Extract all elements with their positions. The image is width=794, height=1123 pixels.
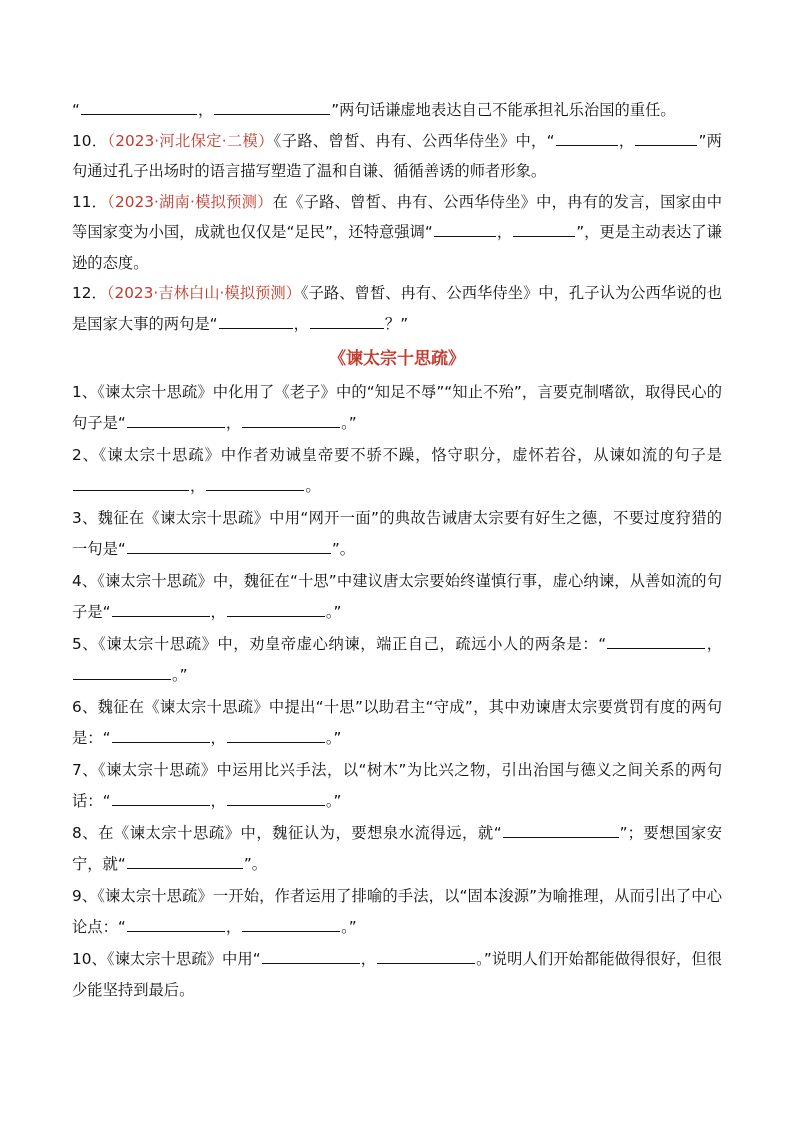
- question-text: 1、《谏太宗十思疏》中化用了《老子》中的“知足不辱”“知止不殆”，言要克制嗜欲，取得民心的句子是“: [72, 383, 722, 432]
- answer-blank[interactable]: [635, 128, 697, 146]
- question-text: 。”: [325, 602, 342, 621]
- question-text: 。: [305, 476, 321, 495]
- answer-blank[interactable]: [127, 410, 225, 428]
- question-source: （2023·湖南·模拟预测）: [107, 192, 273, 211]
- question-text: 。”: [325, 791, 342, 810]
- separator: ，: [360, 950, 377, 968]
- answer-blank[interactable]: [377, 946, 475, 964]
- separator: ，: [225, 917, 242, 936]
- question-text: 。”: [172, 665, 188, 684]
- question-9-continuation: [72, 95, 722, 126]
- answer-blank[interactable]: [73, 473, 189, 491]
- answer-blank[interactable]: [227, 725, 325, 743]
- question-text: 9、《谏太宗十思疏》一开始，作者运用了排喻的手法，以“固本浚源”为喻推理，从而引出了中心论点：“: [72, 887, 722, 936]
- answer-blank[interactable]: [503, 820, 619, 838]
- section-question-3: [72, 503, 722, 564]
- question-text: ”；要想国家安宁，就“: [72, 824, 722, 873]
- question-text: 8、在《谏太宗十思疏》中，魏征认为，要想泉水流得远，就“: [72, 824, 502, 842]
- answer-blank[interactable]: [227, 788, 325, 806]
- question-text: 7、《谏太宗十思疏》中运用比兴手法，以“树木”为比兴之物，引出治国与德义之间关系的两句话：“: [72, 761, 722, 810]
- question-text: 3、魏征在《谏太宗十思疏》中用“网开一面”的典故告诫唐太宗要有好生之德，不要过度狩猎的一句是“: [72, 509, 722, 558]
- question-source: （2023·河北保定·二模）: [107, 131, 274, 150]
- separator: ，: [190, 476, 206, 495]
- question-text: ”两句通过孔子出场时的语言描写塑造了温和自谦、循循善诱的师者形象。: [72, 131, 722, 180]
- question-12: [72, 278, 722, 339]
- question-text: ”，更是主动表达了谦逊的态度。: [72, 223, 722, 272]
- answer-blank[interactable]: [112, 599, 210, 617]
- answer-blank[interactable]: [112, 725, 210, 743]
- separator: ，: [210, 728, 226, 747]
- answer-blank[interactable]: [127, 851, 243, 869]
- section-question-5: [72, 629, 722, 690]
- question-text: 6、魏征在《谏太宗十思疏》中提出“十思”以助君主“守成”，其中劝谏唐太宗要赏罚有度的两句是：“: [72, 698, 722, 747]
- separator: ，: [496, 223, 513, 241]
- answer-blank[interactable]: [73, 662, 171, 680]
- question-text: ”。: [243, 854, 268, 873]
- question-text: ”。: [331, 539, 356, 558]
- answer-blank[interactable]: [556, 128, 618, 146]
- question-text: 《子路、曾皙、冉有、公西华侍坐》中，“: [273, 131, 555, 150]
- question-text: 4、《谏太宗十思疏》中，魏征在“十思”中建议唐太宗要始终谨慎行事，虚心纳谏，从善如流的句子是“: [72, 572, 722, 621]
- answer-blank[interactable]: [127, 914, 225, 932]
- question-text: 。”说明人们开始都能做得很好，但很少能坚持到最后。: [72, 950, 722, 999]
- answer-blank[interactable]: [242, 410, 340, 428]
- answer-blank[interactable]: [513, 219, 575, 237]
- section-title: 《谏太宗十思疏》: [329, 349, 465, 369]
- section-question-6: [72, 692, 722, 753]
- question-10: [72, 126, 722, 187]
- answer-blank[interactable]: [206, 473, 304, 491]
- section-question-4: [72, 566, 722, 627]
- answer-blank[interactable]: [242, 914, 340, 932]
- answer-blank[interactable]: [127, 536, 331, 554]
- question-text: 10、《谏太宗十思疏》中用“: [72, 950, 261, 968]
- separator: ，: [210, 791, 226, 810]
- question-text: ？”: [384, 314, 409, 333]
- section-question-1: [72, 377, 722, 438]
- answer-blank[interactable]: [112, 788, 210, 806]
- answer-blank[interactable]: [310, 311, 384, 329]
- section-question-10: [72, 944, 722, 1005]
- question-source: （2023·吉林白山·模拟预测）: [106, 284, 301, 302]
- question-text: 。”: [341, 917, 357, 936]
- separator: ，: [618, 131, 635, 150]
- separator: ，: [293, 314, 309, 333]
- answer-blank[interactable]: [607, 631, 705, 649]
- section-question-2: [72, 440, 722, 501]
- question-text: 在《子路、曾皙、冉有、公西华侍坐》中，冉有的发言，国家由中等国家变为小国，成就也仅仅是“足民”，还特意强调“: [72, 192, 722, 241]
- answer-blank[interactable]: [219, 311, 293, 329]
- separator: ，: [197, 101, 214, 119]
- quote-open: “: [72, 101, 80, 119]
- question-11: [72, 187, 722, 279]
- question-text: 。”: [325, 728, 342, 747]
- section-question-9: [72, 881, 722, 942]
- answer-blank[interactable]: [81, 97, 197, 115]
- separator: ，: [225, 413, 242, 432]
- answer-blank[interactable]: [214, 97, 330, 115]
- section-question-7: [72, 755, 722, 816]
- question-number: 11．: [72, 192, 108, 211]
- question-text: 5、《谏太宗十思疏》中，劝皇帝虚心纳谏，端正自己，疏远小人的两条是：“: [72, 635, 607, 653]
- question-text: ”两句话谦虚地表达自己不能承担礼乐治国的重任。: [331, 101, 676, 119]
- question-number: 10．: [72, 131, 108, 150]
- separator: ，: [210, 602, 226, 621]
- answer-blank[interactable]: [227, 599, 325, 617]
- answer-blank[interactable]: [262, 946, 360, 964]
- question-text: 《子路、曾皙、冉有、公西华侍坐》中，孔子认为公西华说的也是国家大事的两句是“: [72, 284, 722, 333]
- separator: ，: [706, 635, 722, 653]
- section-question-8: [72, 818, 722, 879]
- question-text: 2、《谏太宗十思疏》中作者劝诫皇帝要不骄不躁，恪守职分，虚怀若谷，从谏如流的句子是: [72, 446, 722, 464]
- answer-blank[interactable]: [434, 219, 496, 237]
- question-text: 。”: [341, 413, 357, 432]
- question-number: 12．: [72, 284, 107, 302]
